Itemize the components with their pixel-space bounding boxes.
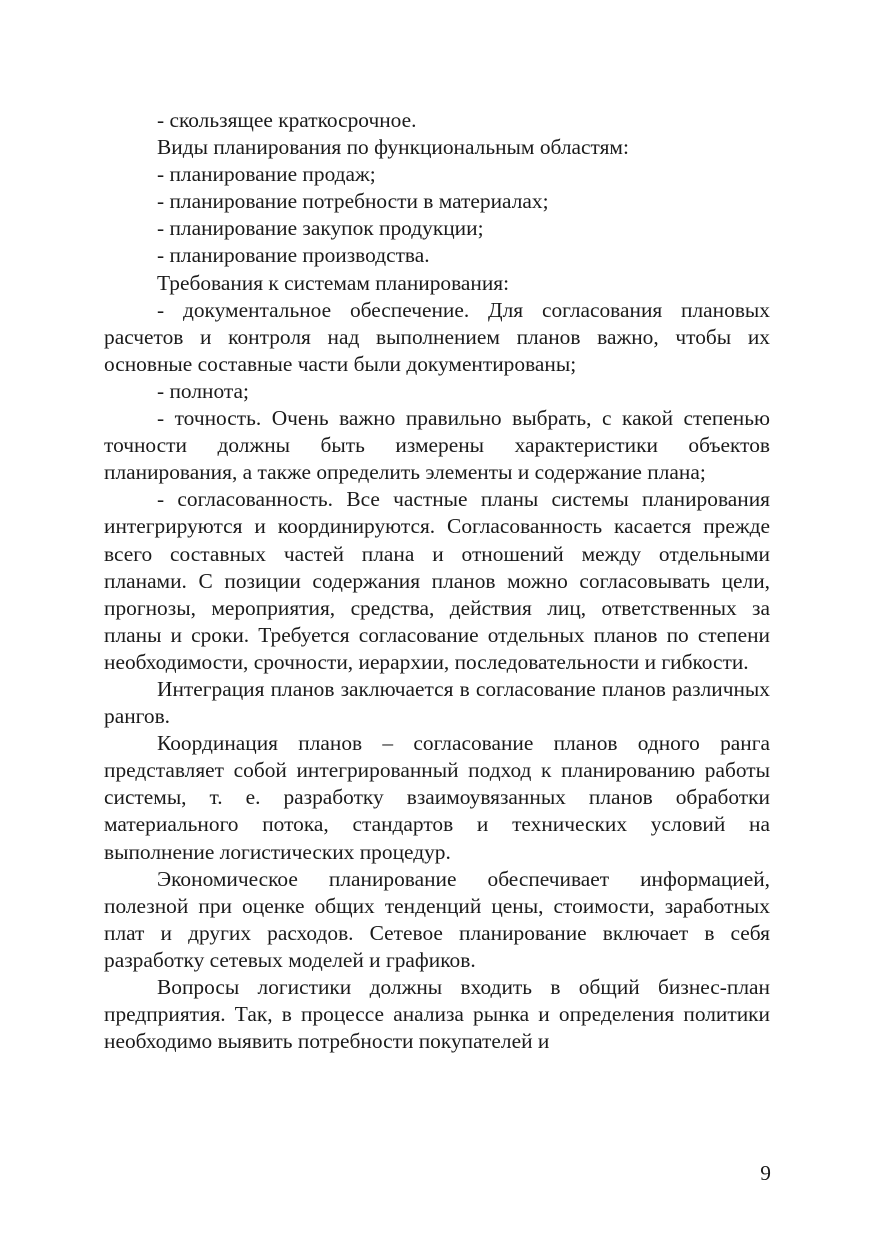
paragraph: - планирование потребности в материалах; — [157, 189, 549, 214]
paragraph: Виды планирования по функциональным областям: — [157, 135, 629, 160]
paragraph: - планирование закупок продукции; — [157, 216, 484, 241]
page-number: 9 — [760, 1161, 771, 1185]
paragraph: Интеграция планов заключается в согласование планов различных рангов. — [104, 676, 770, 729]
paragraph: - полнота; — [157, 378, 249, 403]
paragraph: - точность. Очень важно правильно выбрать, с какой степенью точности должны быть измерены характеристики объектов планирования, а также определить элементы и содержание плана; — [104, 406, 770, 485]
paragraph: - документальное обеспечение. Для согласования плановых расчетов и контроля над выполнением планов важно, чтобы их основные составные части были документированы; — [104, 297, 770, 376]
paragraph: - планирование продаж; — [157, 162, 376, 187]
paragraph: Экономическое планирование обеспечивает информацией, полезной при оценке общих тенденций цены, стоимости, заработных плат и других расходов. Сетевое планирование включает в себя разработку сетевых моделей и графиков. — [104, 866, 770, 972]
paragraph: - планирование производства. — [157, 243, 430, 268]
paragraph: Требования к системам планирования: — [157, 270, 510, 295]
body-text — [104, 107, 770, 1055]
paragraph: - согласованность. Все частные планы системы планирования интегрируются и координируются. Согласованность касается прежде всего составных частей плана и отношений между отдельными планами. С позиции содержания планов можно согласовывать цели, прогнозы, мероприятия, средства, действия лиц, ответственных за планы и сроки. Требуется согласование отдельных планов по степени необходимости, срочности, иерархии, последовательности и гибкости. — [104, 487, 770, 674]
paragraph: - скользящее краткосрочное. — [157, 108, 417, 132]
paragraph: Вопросы логистики должны входить в общий бизнес-план предприятия. Так, в процессе анализа рынка и определения политики необходимо выявить потребности покупателей и — [104, 975, 770, 1054]
paragraph: Координация планов – согласование планов одного ранга представляет собой интегрированный подход к планированию работы системы, т. е. разработку взаимоувязанных планов обработки материального потока, стандартов и технических условий на выполнение логистических процедур. — [104, 731, 770, 864]
